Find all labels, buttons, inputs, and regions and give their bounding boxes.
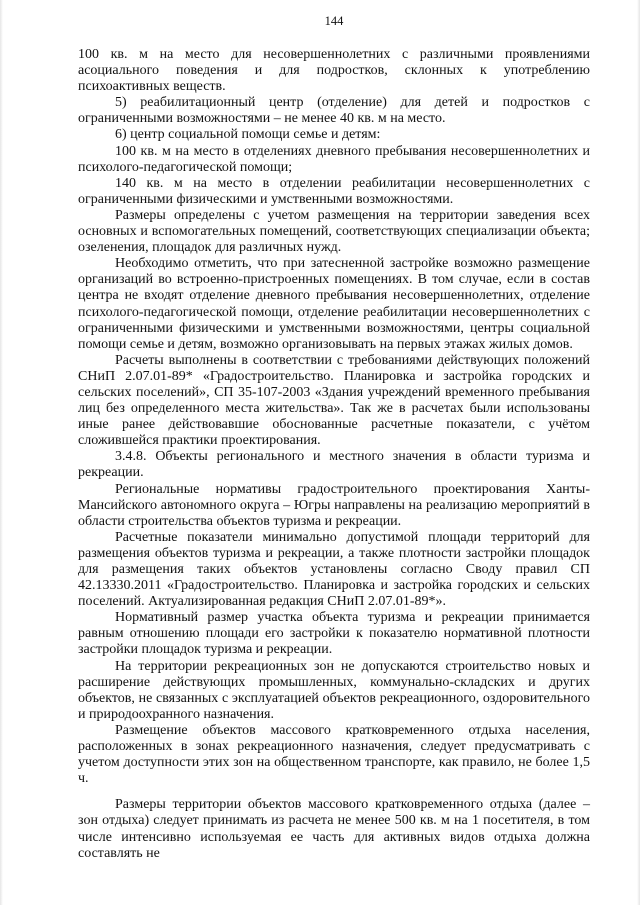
paragraph-8: Расчеты выполнены в соответствии с требованиями действующих положений СНиП 2.07.01-89* «Градостроительство. Планировка и застройка городских и сельских поселений», СП 35-107-2003 «Здания учреждений временного пребывания лиц без определенного места жительства». Так же в расчетах были использованы иные ранее действовавшие обоснованные расчетные показатели, с учётом сложившейся практики проектирования. — [78, 352, 590, 449]
paragraph-7: Необходимо отметить, что при затесненной застройке возможно размещение организаций во встроенно-пристроенных помещениях. В том случае, если в состав центра не входят отделение дневного пребывания несовершеннолетних, отделение психолого-педагогической помощи, отделение реабилитации несовершеннолетних с ограниченными физическими и умственными возможностями, центры социальной помощи семье и детям, возможно организовывать на первых этажах жилых домов. — [78, 256, 590, 352]
paragraph-12: Нормативный размер участка объекта туризма и рекреации принимается равным отношению площади его застройки к показателю нормативной плотности застройки площадок туризма и рекреации. — [78, 610, 590, 658]
paragraph-3: 6) центр социальной помощи семье и детям: — [115, 127, 381, 143]
paragraph-6: Размеры определены с учетом размещения на территории заведения всех основных и вспомогательных помещений, соответствующих специализации объекта; озеленения, площадок для различных нужд. — [78, 207, 590, 256]
paragraph-1: 100 кв. м на место для несовершеннолетних с различными проявлениями асоциального поведения и для подростков, склонных к употреблению психоактивных веществ. — [78, 47, 590, 95]
paragraph-13: На территории рекреационных зон не допускаются строительство новых и расширение действующих промышленных, коммунально-складских и других объектов, не связанных с эксплуатацией объектов рекреационного, оздоровительного и природоохранного назначения. — [78, 658, 590, 722]
paragraph-5: 140 кв. м на место в отделении реабилитации несовершеннолетних с ограниченными физическими и умственными возможностями. — [78, 175, 590, 207]
paragraph-10: Региональные нормативы градостроительного проектирования Ханты-Мансийского автономного округа – Югры направлены на реализацию мероприятий в области строительства объектов туризма и рекреации. — [78, 481, 590, 529]
document-body — [78, 47, 590, 862]
paragraph-14: Размещение объектов массового кратковременного отдыха населения, расположенных в зонах рекреационного назначения, следует предусматривать с учетом доступности этих зон на общественном транспорте, как правило, не более 1,5 ч. — [78, 722, 590, 787]
page-number: 144 — [324, 14, 344, 28]
paragraph-11: Расчетные показатели минимально допустимой площади территорий для размещения объектов туризма и рекреации, а также плотности застройки площадок для размещения таких объектов установлены согласно Своду правил СП 42.13330.2011 «Градостроительство. Планировка и застройка городских и сельских поселений. Актуализированная редакция СНиП 2.07.01-89*». — [78, 529, 590, 610]
paragraph-2: 5) реабилитационный центр (отделение) для детей и подростков с ограниченными возможностями – не менее 40 кв. м на место. — [78, 95, 590, 127]
paragraph-15: Размеры территории объектов массового кратковременного отдыха (далее – зон отдыха) следует принимать из расчета не менее 500 кв. м на 1 посетителя, в том числе интенсивно используемая ее часть для активных видов отдыха должна составлять не — [78, 797, 590, 861]
page-left-edge — [0, 0, 3, 905]
section-heading: 3.4.8. Объекты регионального и местного значения в области туризма и рекреации. — [78, 449, 590, 481]
paragraph-4: 100 кв. м на место в отделениях дневного пребывания несовершеннолетних и психолого-педагогической помощи; — [78, 143, 590, 175]
